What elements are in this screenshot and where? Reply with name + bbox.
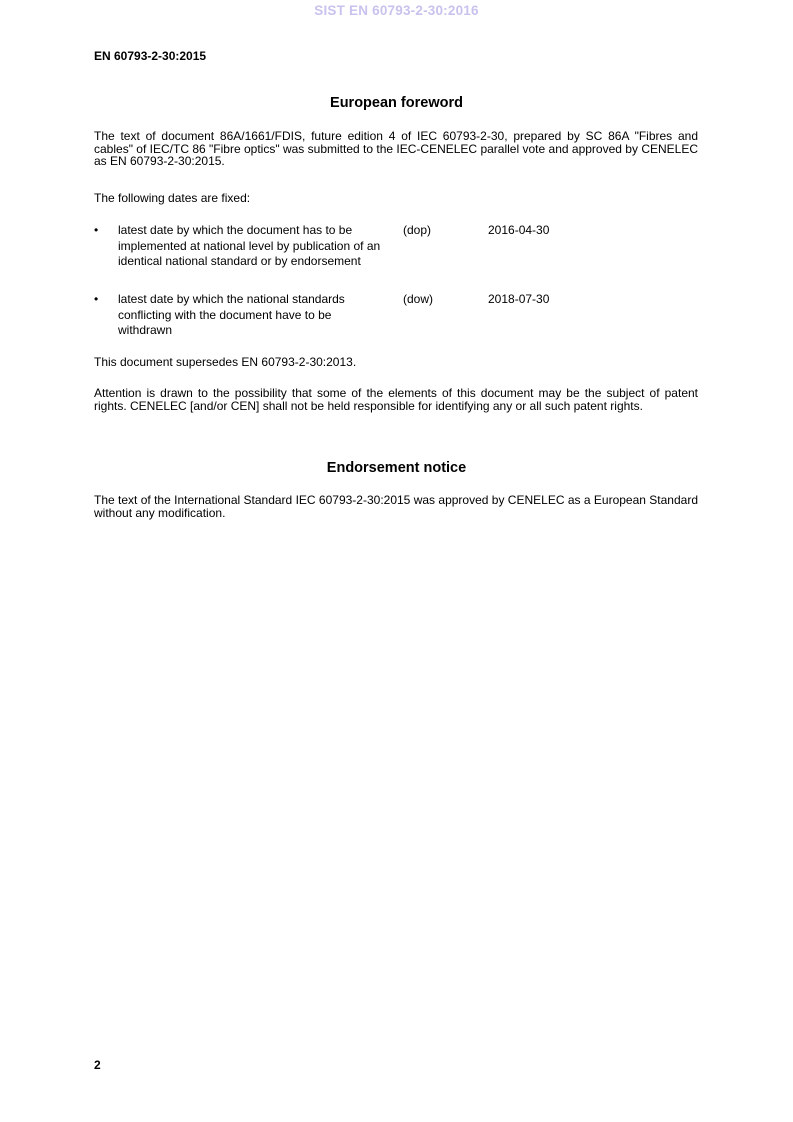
date-value: 2016-04-30 (488, 223, 550, 237)
document-id: EN 60793-2-30:2015 (94, 49, 207, 63)
attention-text: Attention is drawn to the possibility that some of the elements of this document may be the subject of patent rights. CENELEC [and/or CEN] shall not be held responsible for identifying any or all such patent rights. (94, 386, 698, 413)
page-number: 2 (94, 1058, 101, 1072)
foreword-title: European foreword (330, 95, 463, 111)
watermark: SIST EN 60793-2-30:2016 (314, 3, 479, 18)
dates-intro: The following dates are fixed: (94, 191, 251, 205)
bullet: • (94, 292, 99, 306)
foreword-intro: The text of document 86A/1661/FDIS, future edition 4 of IEC 60793-2-30, prepared by SC 86A "Fibres and cables" of IEC/TC 86 "Fibre optics" was submitted to the IEC-CENELEC parallel vote and approved by CENELEC as EN 60793-2-30:2015. (94, 129, 698, 168)
date-abbreviation: (dow) (403, 292, 434, 306)
bullet: • (94, 223, 99, 237)
endorsement-text: The text of the International Standard IEC 60793-2-30:2015 was approved by CENELEC as a European Standard without any modification. (94, 493, 698, 520)
date-description: latest date by which the document has to be implemented at national level by publication of an identical national standard or by endorsement (118, 223, 381, 268)
date-value: 2018-07-30 (488, 292, 550, 306)
date-description: latest date by which the national standards conflicting with the document have to be withdrawn (118, 292, 345, 337)
date-abbreviation: (dop) (403, 223, 432, 237)
endorsement-title: Endorsement notice (326, 460, 467, 476)
supersedes-text: This document supersedes EN 60793-2-30:2013. (94, 355, 357, 369)
